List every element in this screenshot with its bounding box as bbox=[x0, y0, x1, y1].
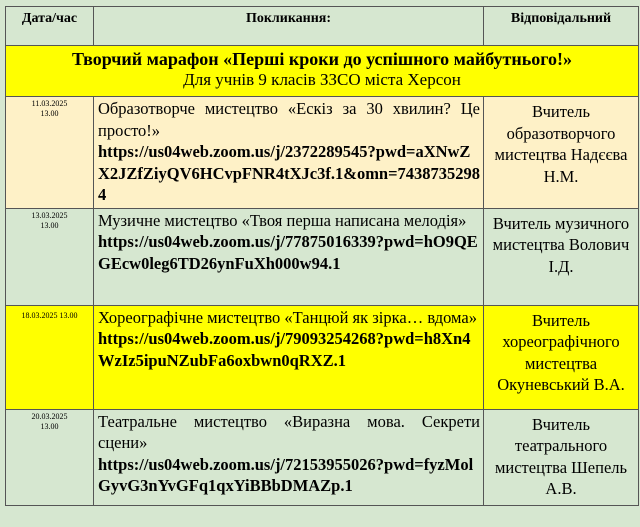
event-cell bbox=[94, 97, 484, 209]
responsible-cell: Вчитель хореографічного мистецтва Окуневський В.А. bbox=[484, 305, 639, 409]
date-cell bbox=[6, 208, 94, 305]
banner-title: Творчий марафон «Перші кроки до успішного майбутнього!» bbox=[72, 49, 572, 69]
responsible-cell: Вчитель образотворчого мистецтва Надєєва Н.М. bbox=[484, 97, 639, 209]
date-cell bbox=[6, 97, 94, 209]
table-header-row bbox=[6, 7, 639, 46]
event-name: Образотворче мистецтво «Ескіз за 30 хвилин? Це просто!» bbox=[98, 99, 480, 140]
event-date: 13.03.2025 bbox=[31, 210, 68, 220]
zoom-link[interactable]: https://us04web.zoom.us/j/79093254268?pwd=h8Xn4WzIz5ipuNZubFa6oxbwn0qRXZ.1 bbox=[98, 329, 471, 370]
banner-cell bbox=[6, 46, 639, 97]
event-name: Театральне мистецтво «Виразна мова. Секрети сцени» bbox=[98, 411, 480, 452]
responsible-cell: Вчитель театрального мистецтва Шепель А.В. bbox=[484, 409, 639, 505]
table-row bbox=[6, 97, 639, 209]
event-date: 11.03.2025 bbox=[31, 99, 68, 108]
event-cell bbox=[94, 208, 484, 305]
event-name: Музичне мистецтво «Твоя перша написана мелодія» bbox=[98, 210, 467, 230]
event-cell bbox=[94, 409, 484, 505]
event-date: 18.03.2025 13.00 bbox=[6, 305, 94, 409]
header-link: Покликання: bbox=[94, 7, 484, 46]
header-date: Дата/час bbox=[6, 7, 94, 46]
banner-subtitle: Для учнів 9 класів ЗЗСО міста Херсон bbox=[183, 70, 461, 89]
event-time: 13.00 bbox=[40, 220, 59, 230]
table-row bbox=[6, 208, 639, 305]
responsible-cell: Вчитель музичного мистецтва Волович І.Д. bbox=[484, 208, 639, 305]
event-name: Хореографічне мистецтво «Танцюй як зірка… вдома» bbox=[98, 307, 477, 327]
zoom-link[interactable]: https://us04web.zoom.us/j/2372289545?pwd=aXNwZX2JZfZiyQV6HCvpFNR4tXJc3f.1&omn=74387352984 bbox=[98, 142, 481, 204]
table-row bbox=[6, 409, 639, 505]
event-date: 20.03.2025 bbox=[31, 411, 68, 421]
schedule-table bbox=[5, 6, 639, 506]
event-time: 13.00 bbox=[40, 109, 59, 118]
zoom-link[interactable]: https://us04web.zoom.us/j/72153955026?pwd=fyzMolGyvG3nYvGFq1qxYiBBbDMAZp.1 bbox=[98, 454, 474, 495]
event-cell bbox=[94, 305, 484, 409]
table-row bbox=[6, 305, 639, 409]
zoom-link[interactable]: https://us04web.zoom.us/j/77875016339?pwd=hO9QEGEcw0leg6TD26ynFuXh000w94.1 bbox=[98, 232, 478, 273]
event-time: 13.00 bbox=[40, 421, 59, 431]
document-page bbox=[2, 2, 638, 525]
banner-row bbox=[6, 46, 639, 97]
header-responsible: Відповідальний bbox=[484, 7, 639, 46]
date-cell bbox=[6, 409, 94, 505]
